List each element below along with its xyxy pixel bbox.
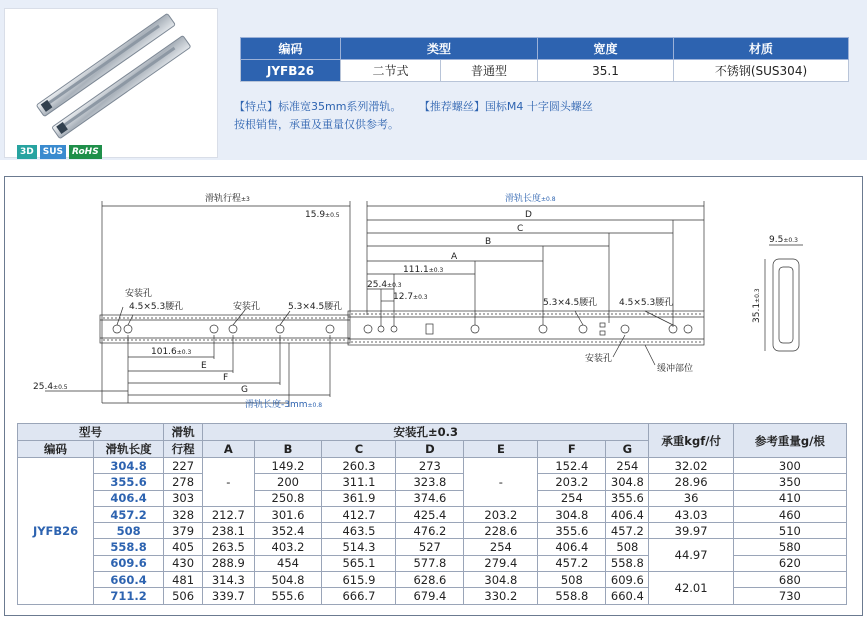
hole-g: 609.6 xyxy=(606,572,649,588)
hole-g: 558.8 xyxy=(606,555,649,571)
head-col-e: E xyxy=(464,441,538,458)
dim-B: B xyxy=(485,237,492,247)
product-header xyxy=(0,0,867,160)
head-col-g: G xyxy=(606,441,649,458)
feature-screw: 【推荐螺丝】国标M4 十字圆头螺丝 xyxy=(418,100,593,113)
hole-g: 406.4 xyxy=(606,506,649,522)
hole-g: 508 xyxy=(606,539,649,555)
hole-d: 374.6 xyxy=(396,490,464,506)
dim-12-7: 12.7±0.3 xyxy=(393,292,428,302)
head-code: 编码 xyxy=(18,441,94,458)
hole-d: 628.6 xyxy=(396,572,464,588)
head-travel: 行程 xyxy=(164,441,203,458)
model-code: JYFB26 xyxy=(18,458,94,605)
head-holes: 安装孔±0.3 xyxy=(203,424,649,441)
badge-sus: SUS xyxy=(40,145,66,159)
hole-d: 273 xyxy=(396,458,464,474)
head-col-d: D xyxy=(396,441,464,458)
weight: 730 xyxy=(733,588,846,604)
hole-f: 152.4 xyxy=(538,458,606,474)
product-image xyxy=(4,8,218,158)
slot-label-2: 5.3×4.5腰孔 xyxy=(288,302,343,312)
hole-c: 311.1 xyxy=(322,474,396,490)
outer-rail xyxy=(348,311,704,345)
hole-b: 200 xyxy=(254,474,322,490)
hole-d: 577.8 xyxy=(396,555,464,571)
load: 44.97 xyxy=(649,539,733,572)
hole-b: 352.4 xyxy=(254,523,322,539)
travel: 328 xyxy=(164,506,203,522)
hole-f: 304.8 xyxy=(538,506,606,522)
hole-c: 514.3 xyxy=(322,539,396,555)
hole-g: 355.6 xyxy=(606,490,649,506)
head-length: 滑轨长度 xyxy=(94,441,164,458)
rail-length: 355.6 xyxy=(94,474,164,490)
feature-characteristics: 【特点】标准宽35mm系列滑轨。 xyxy=(234,100,402,113)
spec-type-a: 二节式 xyxy=(341,60,441,82)
spec-code-value: JYFB26 xyxy=(241,60,341,82)
weight: 300 xyxy=(733,458,846,474)
hole-c: 666.7 xyxy=(322,588,396,604)
hole-g: 660.4 xyxy=(606,588,649,604)
hole-f: 457.2 xyxy=(538,555,606,571)
rail-length: 660.4 xyxy=(94,572,164,588)
head-weight: 参考重量g/根 xyxy=(733,424,846,458)
hole-f: 508 xyxy=(538,572,606,588)
hole-c: 615.9 xyxy=(322,572,396,588)
rail-length: 558.8 xyxy=(94,539,164,555)
table-row xyxy=(18,474,847,490)
weight: 350 xyxy=(733,474,846,490)
hole-f: 254 xyxy=(538,490,606,506)
table-row xyxy=(18,523,847,539)
head-col-f: F xyxy=(538,441,606,458)
dim-35-1: 35.1±0.3 xyxy=(752,288,762,323)
hole-c: 260.3 xyxy=(322,458,396,474)
head-model: 型号 xyxy=(18,424,164,441)
hole-e: - xyxy=(464,458,538,507)
hole-b: 504.8 xyxy=(254,572,322,588)
hole-a: 288.9 xyxy=(203,555,254,571)
dim-15-9: 15.9±0.5 xyxy=(305,210,340,220)
slot-label-4: 4.5×5.3腰孔 xyxy=(619,298,674,308)
head-col-b: B xyxy=(254,441,322,458)
hole-c: 565.1 xyxy=(322,555,396,571)
hole-c: 463.5 xyxy=(322,523,396,539)
hole-b: 250.8 xyxy=(254,490,322,506)
spec-table xyxy=(240,37,849,82)
hole-a: 314.3 xyxy=(203,572,254,588)
badge-rohs: RoHS xyxy=(69,145,102,159)
hole-d: 679.4 xyxy=(396,588,464,604)
hole-b: 149.2 xyxy=(254,458,322,474)
dimension-table xyxy=(17,423,847,605)
weight: 580 xyxy=(733,539,846,555)
hole-c: 412.7 xyxy=(322,506,396,522)
hole-b: 403.2 xyxy=(254,539,322,555)
hole-b: 301.6 xyxy=(254,506,322,522)
table-row xyxy=(18,539,847,555)
rail-length: 406.4 xyxy=(94,490,164,506)
feature-text xyxy=(234,98,593,134)
hole-g: 457.2 xyxy=(606,523,649,539)
hole-e: 228.6 xyxy=(464,523,538,539)
load: 39.97 xyxy=(649,523,733,539)
travel: 379 xyxy=(164,523,203,539)
spec-col-material: 材质 xyxy=(674,38,849,60)
load: 42.01 xyxy=(649,572,733,605)
weight: 510 xyxy=(733,523,846,539)
inner-rail xyxy=(100,315,350,343)
travel: 430 xyxy=(164,555,203,571)
badge-3d[interactable]: 3D xyxy=(17,145,37,159)
spec-col-width: 宽度 xyxy=(538,38,674,60)
head-rail: 滑轨 xyxy=(171,425,195,439)
head-load: 承重kgf/付 xyxy=(649,424,733,458)
feature-line-2: 按根销售，承重及重量仅供参考。 xyxy=(234,118,399,131)
spec-type-b: 普通型 xyxy=(441,60,538,82)
travel: 303 xyxy=(164,490,203,506)
load: 36 xyxy=(649,490,733,506)
rail-length: 457.2 xyxy=(94,506,164,522)
head-col-c: C xyxy=(322,441,396,458)
mount-hole-label-1: 安装孔 xyxy=(125,289,153,299)
spec-width-value: 35.1 xyxy=(538,60,674,82)
certification-badges xyxy=(17,145,102,159)
feature-line-1 xyxy=(234,98,593,116)
slot-label-1: 4.5×5.3腰孔 xyxy=(129,302,184,312)
load: 28.96 xyxy=(649,474,733,490)
hole-d: 476.2 xyxy=(396,523,464,539)
hole-b: 454 xyxy=(254,555,322,571)
hole-a: 212.7 xyxy=(203,506,254,522)
slide-rail-photo xyxy=(5,9,219,159)
dim-A: A xyxy=(451,252,458,262)
hole-e: 304.8 xyxy=(464,572,538,588)
table-body xyxy=(18,458,847,605)
spec-col-code: 编码 xyxy=(241,38,341,60)
weight: 620 xyxy=(733,555,846,571)
head-col-a: A xyxy=(203,441,254,458)
rail-section xyxy=(773,259,799,351)
dim-25-4-bottom: 25.4±0.5 xyxy=(33,382,68,392)
hole-f: 406.4 xyxy=(538,539,606,555)
hole-d: 323.8 xyxy=(396,474,464,490)
travel: 481 xyxy=(164,572,203,588)
weight: 680 xyxy=(733,572,846,588)
dim-111-1: 111.1±0.3 xyxy=(403,265,444,275)
dim-F: F xyxy=(223,373,229,383)
rail-length-minus-label: 滑轨长度-3mm±0.8 xyxy=(245,400,323,410)
travel: 506 xyxy=(164,588,203,604)
technical-drawing xyxy=(5,177,862,422)
mount-hole-label-2: 安装孔 xyxy=(233,302,261,312)
rail-length: 508 xyxy=(94,523,164,539)
hole-e: 203.2 xyxy=(464,506,538,522)
dim-E: E xyxy=(201,361,207,371)
spec-header-row xyxy=(241,38,849,60)
rail-length: 609.6 xyxy=(94,555,164,571)
hole-d: 425.4 xyxy=(396,506,464,522)
dim-25-4-top: 25.4±0.3 xyxy=(367,280,402,290)
hole-c: 361.9 xyxy=(322,490,396,506)
hole-g: 254 xyxy=(606,458,649,474)
hole-a: 263.5 xyxy=(203,539,254,555)
hole-g: 304.8 xyxy=(606,474,649,490)
travel: 405 xyxy=(164,539,203,555)
rail-length-label: 滑轨长度±0.8 xyxy=(505,194,556,204)
buffer-label: 缓冲部位 xyxy=(657,364,694,374)
hole-e: 279.4 xyxy=(464,555,538,571)
load: 32.02 xyxy=(649,458,733,474)
slot-label-3: 5.3×4.5腰孔 xyxy=(543,298,598,308)
technical-drawing-panel xyxy=(4,176,863,616)
travel: 227 xyxy=(164,458,203,474)
table-row xyxy=(18,572,847,588)
dim-G: G xyxy=(241,385,248,395)
hole-a: - xyxy=(203,458,254,507)
hole-f: 558.8 xyxy=(538,588,606,604)
hole-f: 355.6 xyxy=(538,523,606,539)
head-rail-travel xyxy=(164,424,203,441)
weight: 460 xyxy=(733,506,846,522)
dim-9-5: 9.5±0.3 xyxy=(769,235,798,245)
hole-e: 330.2 xyxy=(464,588,538,604)
spec-col-type: 类型 xyxy=(341,38,538,60)
travel-label: 滑轨行程±3 xyxy=(205,194,250,204)
hole-b: 555.6 xyxy=(254,588,322,604)
hole-d: 527 xyxy=(396,539,464,555)
table-row xyxy=(18,458,847,474)
hole-a: 339.7 xyxy=(203,588,254,604)
weight: 410 xyxy=(733,490,846,506)
table-row xyxy=(18,490,847,506)
hole-a: 238.1 xyxy=(203,523,254,539)
hole-e: 254 xyxy=(464,539,538,555)
dim-D: D xyxy=(525,210,532,220)
dim-101-6: 101.6±0.3 xyxy=(151,347,192,357)
rail-length: 304.8 xyxy=(94,458,164,474)
travel: 278 xyxy=(164,474,203,490)
spec-material-value: 不锈钢(SUS304) xyxy=(674,60,849,82)
table-row xyxy=(18,506,847,522)
hole-f: 203.2 xyxy=(538,474,606,490)
mount-hole-label-3: 安装孔 xyxy=(585,354,613,364)
rail-length: 711.2 xyxy=(94,588,164,604)
spec-value-row xyxy=(241,60,849,82)
table-head-row-1 xyxy=(18,424,847,441)
load: 43.03 xyxy=(649,506,733,522)
dim-C: C xyxy=(517,224,524,234)
